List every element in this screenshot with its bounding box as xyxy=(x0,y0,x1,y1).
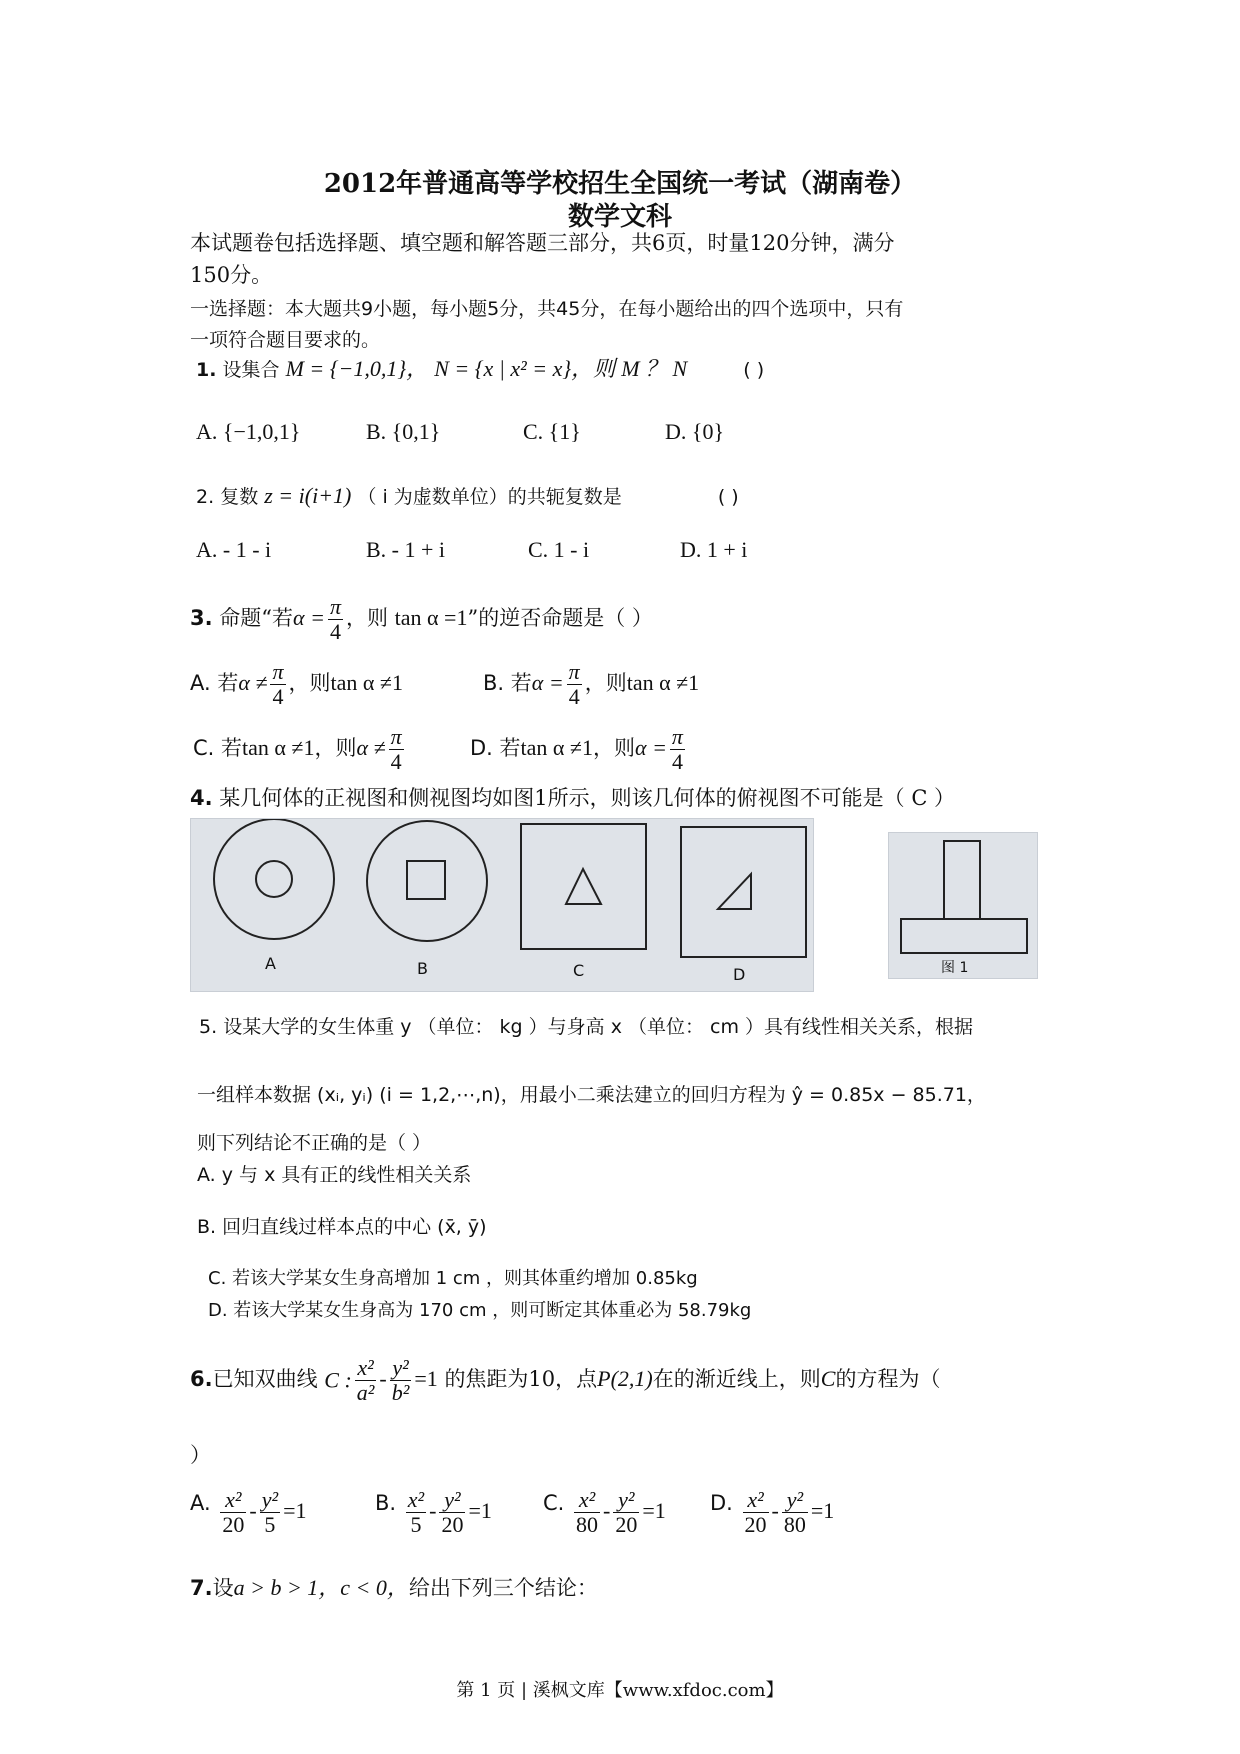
page-footer: 第 1 页 | 溪枫文库【www.xfdoc.com】 xyxy=(456,1680,784,1701)
figure-b-outer-circle xyxy=(367,821,487,941)
q3-option-a: A. 若α ≠ $\frac{\pi}{4}$ ，则tan α ≠1 xyxy=(190,659,403,710)
question-1: 1. 设集合 M = {−1,0,1}， N = {x | x² = x}，则 M ？ N ( ) xyxy=(196,356,765,381)
figure-1-box xyxy=(888,832,1038,979)
question-7: 7.设a > b > 1，c < 0，给出下列三个结论： xyxy=(190,1575,598,1600)
question-2: 2. 复数 z = i(i+1) （ i 为虚数单位）的共轭复数是 ( ) xyxy=(196,483,739,508)
q5-option-b: B. 回归直线过样本点的中心 (x̄, ȳ) xyxy=(197,1216,487,1238)
intro-line-2: 150分。 xyxy=(190,263,273,287)
q5-option-c: C. 若该大学某女生身高增加 1 cm ，则其体重约增加 0.85kg xyxy=(208,1268,698,1289)
page-title: 2012年普通高等学校招生全国统一考试（湖南卷） xyxy=(323,169,917,199)
q6-option-d: D. $\frac{\text{x²}}{20}$ - $\frac{\text{y²}}{80}$ =1 xyxy=(710,1487,835,1538)
section-heading-line-2: 一项符合题目要求的。 xyxy=(190,329,381,351)
figure-a-outer-circle xyxy=(214,819,334,939)
question-6: 6.已知双曲线 C : $\frac{\text{x²}}{\text{a²}}$ - $\frac{\text{y²}}{\text{b²}}$ =1 的焦距为10，点P(2,1)在的渐近线上，则C的方程为（ xyxy=(190,1355,941,1406)
q6-option-b: B. $\frac{\text{x²}}{5}$ - $\frac{\text{y²}}{20}$ =1 xyxy=(375,1487,492,1538)
q2-option-d: D. 1 + i xyxy=(680,537,748,562)
figure-b-inner-square xyxy=(407,861,445,899)
question-6-close: ） xyxy=(190,1443,211,1467)
figure-1-upper-rect xyxy=(944,841,980,919)
q2-option-a: A. - 1 - i xyxy=(196,537,272,562)
section-heading-line-1: 一选择题：本大题共9小题，每小题5分，共45分，在每小题给出的四个选项中，只有 xyxy=(190,298,904,320)
figure-label-c: C xyxy=(573,961,585,980)
q2-option-b: B. - 1 + i xyxy=(366,537,446,562)
q6-option-c: C. $\frac{\text{x²}}{80}$ - $\frac{\text{y²}}{20}$ =1 xyxy=(543,1487,666,1538)
figure-d-outer-square xyxy=(681,827,806,957)
q2-option-c: C. 1 - i xyxy=(528,537,590,562)
q1-option-b: B. {0,1} xyxy=(366,419,441,444)
figure-label-d: D xyxy=(733,965,746,984)
q1-option-d: D. {0} xyxy=(665,419,725,444)
q5-option-a: A. y 与 x 具有正的线性相关关系 xyxy=(197,1164,472,1186)
question-4: 4. 某几何体的正视图和侧视图均如图1所示，则该几何体的俯视图不可能是（ C ） xyxy=(190,786,956,810)
q3-option-d: D. 若tan α ≠1，则α = $\frac{\pi}{4}$ xyxy=(470,724,683,775)
q6-option-a: A. $\frac{\text{x²}}{20}$ - $\frac{\text{y²}}{5}$ =1 xyxy=(190,1487,307,1538)
question-5-line-2: 一组样本数据 (xᵢ, yᵢ) (i = 1,2,⋯,n)，用最小二乘法建立的回归方程为 ŷ = 0.85x − 85.71， xyxy=(197,1084,986,1106)
figure-label-a: A xyxy=(265,954,276,973)
page-subtitle: 数学文科 xyxy=(567,202,672,232)
q5-option-d: D. 若该大学某女生身高为 170 cm ，则可断定其体重必为 58.79kg xyxy=(208,1300,752,1321)
figure-options-svg xyxy=(191,819,813,991)
figure-c-inner-triangle xyxy=(566,869,601,904)
figure-options-strip xyxy=(190,818,814,992)
q3-option-c: C. 若tan α ≠1，则α ≠ $\frac{\pi}{4}$ xyxy=(193,724,402,775)
q1-option-c: C. {1} xyxy=(523,419,581,444)
question-5-line-3: 则下列结论不正确的是（ ） xyxy=(197,1132,432,1154)
figure-c-outer-square xyxy=(521,824,646,949)
question-5-line-1: 5. 设某大学的女生体重 y （单位： kg ）与身高 x （单位： cm ）具有线性相关关系，根据 xyxy=(199,1016,974,1038)
figure-1-base-rect xyxy=(901,919,1027,953)
q3-option-b: B. 若α = $\frac{\pi}{4}$ ，则tan α ≠1 xyxy=(483,659,700,710)
figure-d-inner-right-triangle xyxy=(718,874,751,909)
figure-1-label: 图 1 xyxy=(941,960,969,976)
intro-line-1: 本试题卷包括选择题、填空题和解答题三部分，共6页，时量120分钟，满分 xyxy=(190,231,895,255)
q1-option-a: A. {−1,0,1} xyxy=(196,419,301,444)
figure-a-inner-circle xyxy=(256,861,292,897)
question-3: 3. 命题“若α = $\frac{\pi}{4}$ ，则 tan α =1”的逆否命题是（ ） xyxy=(190,594,653,645)
figure-label-b: B xyxy=(417,959,428,978)
fraction-pi-over-4: $\frac{\pi}{4}$ xyxy=(329,594,341,645)
